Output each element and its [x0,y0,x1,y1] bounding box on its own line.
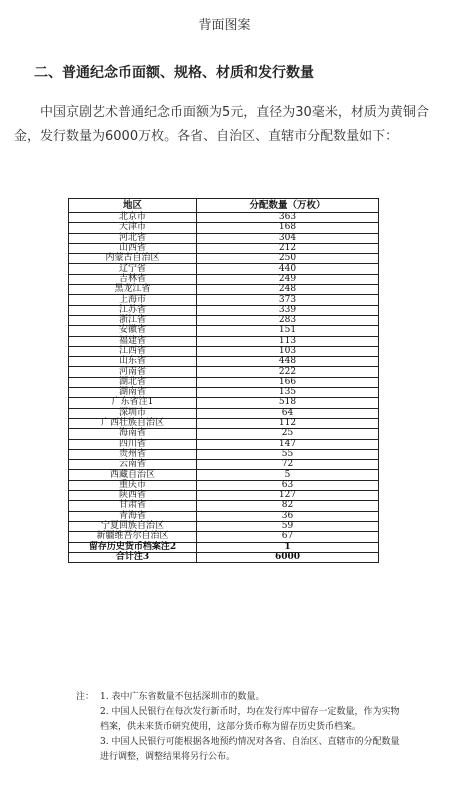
quantity-cell: 55 [197,449,379,459]
table-row [69,315,379,325]
footnote-2: 2. 中国人民银行在每次发行新币时，均在发行库中留存一定数量，作为实物档案，供未来货币研究使用，这部分货币称为留存历史货币档案。 [100,707,400,732]
region-cell: 江苏省 [69,305,197,315]
quantity-cell: 168 [197,223,379,233]
region-cell: 辽宁省 [69,264,197,274]
region-cell: 西藏自治区 [69,470,197,480]
quantity-cell: 440 [197,264,379,274]
table-row [69,377,379,387]
quantity-cell: 135 [197,388,379,398]
region-cell: 广东省注1 [69,398,197,408]
region-cell: 福建省 [69,336,197,346]
region-cell: 四川省 [69,439,197,449]
quantity-cell: 248 [197,285,379,295]
region-cell: 青海省 [69,511,197,521]
footnote-1: 1. 表中广东省数量不包括深圳市的数量。 [100,692,265,702]
region-cell: 北京市 [69,213,197,223]
table-row [69,439,379,449]
region-cell: 合计注3 [69,552,197,562]
quantity-cell: 6000 [197,552,379,562]
region-cell: 新疆维吾尔自治区 [69,532,197,542]
region-cell: 天津市 [69,223,197,233]
quantity-cell: 304 [197,233,379,243]
quantity-cell: 1 [197,542,379,552]
quantity-cell: 339 [197,305,379,315]
quantity-cell: 212 [197,243,379,253]
table-row [69,223,379,233]
quantity-cell: 222 [197,367,379,377]
quantity-cell: 103 [197,346,379,356]
region-cell: 广西壮族自治区 [69,418,197,428]
table-row [69,449,379,459]
quantity-cell: 72 [197,460,379,470]
table-row [69,398,379,408]
region-cell: 上海市 [69,295,197,305]
footnotes [76,690,406,765]
table-row [69,408,379,418]
region-cell: 陕西省 [69,491,197,501]
region-cell: 安徽省 [69,326,197,336]
distribution-table [68,198,379,563]
region-cell: 吉林省 [69,274,197,284]
table-row [69,552,379,562]
region-cell: 黑龙江省 [69,285,197,295]
table-row [69,511,379,521]
region-cell: 湖南省 [69,388,197,398]
quantity-cell: 36 [197,511,379,521]
quantity-cell: 5 [197,470,379,480]
table-row [69,326,379,336]
image-caption: 背面图案 [198,18,251,33]
region-cell: 湖北省 [69,377,197,387]
quantity-cell: 249 [197,274,379,284]
region-cell: 浙江省 [69,315,197,325]
quantity-cell: 63 [197,480,379,490]
region-cell: 深圳市 [69,408,197,418]
quantity-cell: 250 [197,254,379,264]
table-row [69,429,379,439]
table-row [69,233,379,243]
table-row [69,254,379,264]
footnote-lead: 注： [76,692,95,702]
region-cell: 贵州省 [69,449,197,459]
table-row [69,285,379,295]
region-cell: 河南省 [69,367,197,377]
table-row [69,470,379,480]
table-row [69,305,379,315]
quantity-cell: 112 [197,418,379,428]
section-heading: 二、普通纪念币面额、规格、材质和发行数量 [34,65,314,81]
quantity-cell: 151 [197,326,379,336]
column-header-region: 地区 [69,199,197,213]
table-row [69,480,379,490]
region-cell: 宁夏回族自治区 [69,521,197,531]
quantity-cell: 113 [197,336,379,346]
table-row [69,357,379,367]
region-cell: 江西省 [69,346,197,356]
table-row [69,460,379,470]
region-cell: 重庆市 [69,480,197,490]
column-header-quantity: 分配数量（万枚） [197,199,379,213]
table-row [69,346,379,356]
region-cell: 山西省 [69,243,197,253]
table-row [69,542,379,552]
quantity-cell: 127 [197,491,379,501]
region-cell: 内蒙古自治区 [69,254,197,264]
table-row [69,336,379,346]
region-cell: 甘肃省 [69,501,197,511]
quantity-cell: 448 [197,357,379,367]
table-row [69,418,379,428]
quantity-cell: 373 [197,295,379,305]
footnote-3: 3. 中国人民银行可能根据各地预约情况对各省、自治区、直辖市的分配数量进行调整，调整结果将另行公布。 [100,737,400,762]
table-row [69,532,379,542]
table-row [69,491,379,501]
quantity-cell: 166 [197,377,379,387]
region-cell: 留存历史货币档案注2 [69,542,197,552]
quantity-cell: 64 [197,408,379,418]
quantity-cell: 363 [197,213,379,223]
quantity-cell: 283 [197,315,379,325]
table-row [69,501,379,511]
quantity-cell: 59 [197,521,379,531]
table-row [69,213,379,223]
table-header-row [69,199,379,213]
table-row [69,295,379,305]
quantity-cell: 518 [197,398,379,408]
intro-paragraph: 中国京剧艺术普通纪念币面额为5元，直径为30毫米，材质为黄铜合金，发行数量为6000万枚。各省、自治区、直辖市分配数量如下： [14,105,429,144]
quantity-cell: 82 [197,501,379,511]
quantity-cell: 25 [197,429,379,439]
region-cell: 山东省 [69,357,197,367]
quantity-cell: 67 [197,532,379,542]
region-cell: 海南省 [69,429,197,439]
table-row [69,264,379,274]
region-cell: 云南省 [69,460,197,470]
region-cell: 河北省 [69,233,197,243]
table-row [69,367,379,377]
quantity-cell: 147 [197,439,379,449]
